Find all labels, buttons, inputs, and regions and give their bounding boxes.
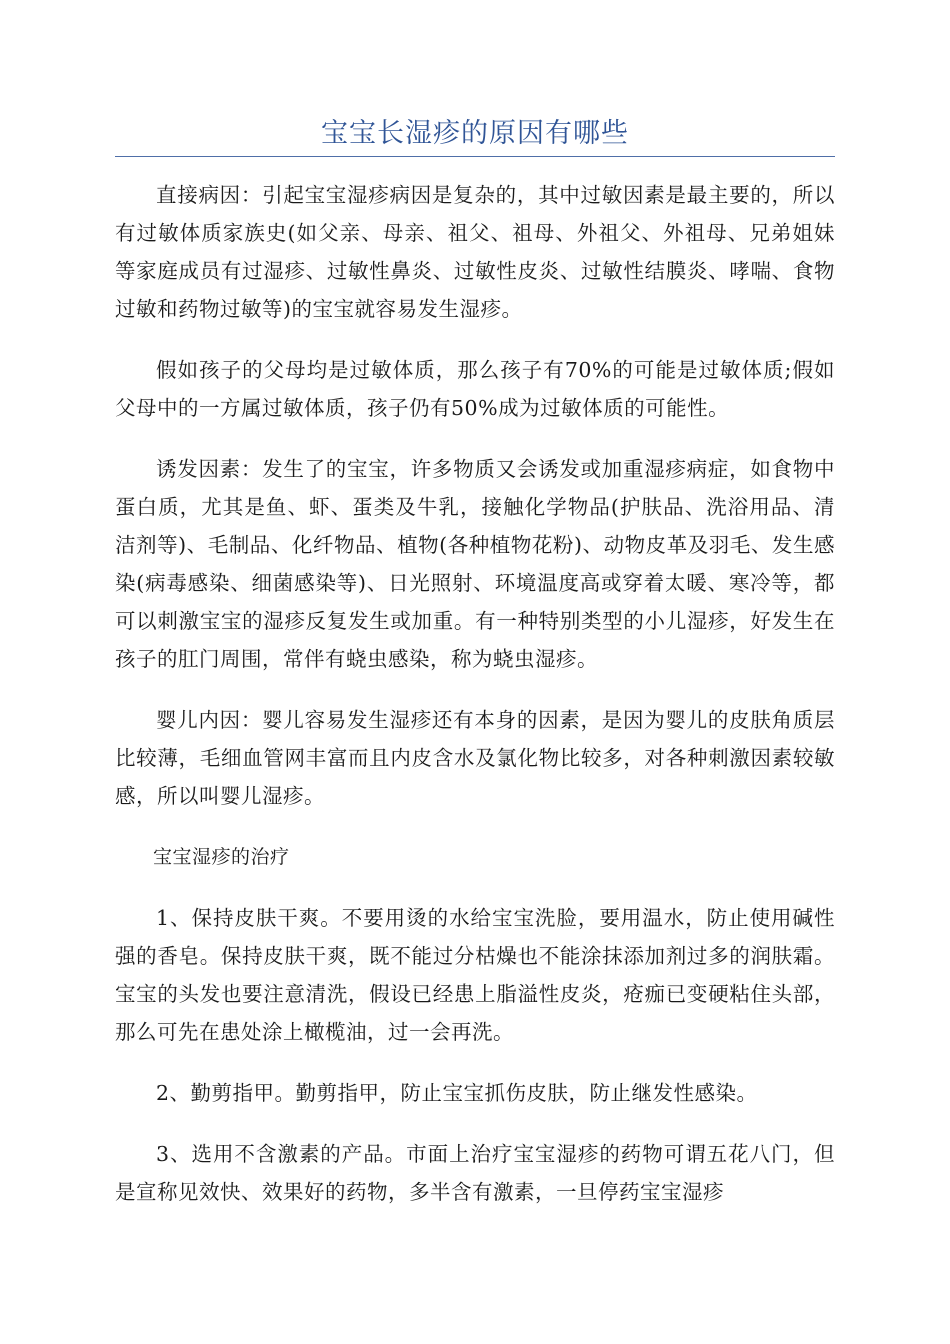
paragraph-direct-cause: 直接病因：引起宝宝湿疹病因是复杂的，其中过敏因素是最主要的，所以有过敏体质家族史(如父亲、母亲、祖父、祖母、外祖父、外祖母、兄弟姐妹等家庭成员有过湿疹、过敏性鼻炎、过敏性皮炎、过敏性结膜炎、哮喘、食物过敏和药物过敏等)的宝宝就容易发生湿疹。 xyxy=(115,183,835,321)
paragraph-treatment-2: 2、勤剪指甲。勤剪指甲，防止宝宝抓伤皮肤，防止继发性感染。 xyxy=(156,1081,758,1105)
paragraph-treatment-1: 1、保持皮肤干爽。不要用烫的水给宝宝洗脸，要用温水，防止使用碱性强的香皂。保持皮肤干爽，既不能过分枯燥也不能涂抹添加剂过多的润肤霜。宝宝的头发也要注意清洗，假设已经患上脂溢性皮炎，疮痂已变硬粘住头部，那么可先在患处涂上橄榄油，过一会再洗。 xyxy=(115,906,835,1044)
section-heading-treatment: 宝宝湿疹的治疗 xyxy=(153,846,290,868)
title-block xyxy=(115,112,835,157)
paragraph-parent-allergy: 假如孩子的父母均是过敏体质，那么孩子有70%的可能是过敏体质;假如父母中的一方属过敏体质，孩子仍有50%成为过敏体质的可能性。 xyxy=(115,358,835,420)
paragraph-treatment-3: 3、选用不含激素的产品。市面上治疗宝宝湿疹的药物可谓五花八门，但是宣称见效快、效果好的药物，多半含有激素，一旦停药宝宝湿疹 xyxy=(115,1142,835,1204)
document-body xyxy=(115,176,835,1234)
document-title: 宝宝长湿疹的原因有哪些 xyxy=(321,118,629,149)
paragraph-infant-internal-cause: 婴儿内因：婴儿容易发生湿疹还有本身的因素，是因为婴儿的皮肤角质层比较薄，毛细血管网丰富而且内皮含水及氯化物比较多，对各种刺激因素较敏感，所以叫婴儿湿疹。 xyxy=(115,708,835,808)
paragraph-trigger-factors: 诱发因素：发生了的宝宝，许多物质又会诱发或加重湿疹病症，如食物中蛋白质，尤其是鱼、虾、蛋类及牛乳，接触化学物品(护肤品、洗浴用品、清洁剂等)、毛制品、化纤物品、植物(各种植物花粉)、动物皮革及羽毛、发生感染(病毒感染、细菌感染等)、日光照射、环境温度高或穿着太暖、寒冷等，都可以刺激宝宝的湿疹反复发生或加重。有一种特别类型的小儿湿疹，好发生在孩子的肛门周围，常伴有蛲虫感染，称为蛲虫湿疹。 xyxy=(115,457,835,671)
